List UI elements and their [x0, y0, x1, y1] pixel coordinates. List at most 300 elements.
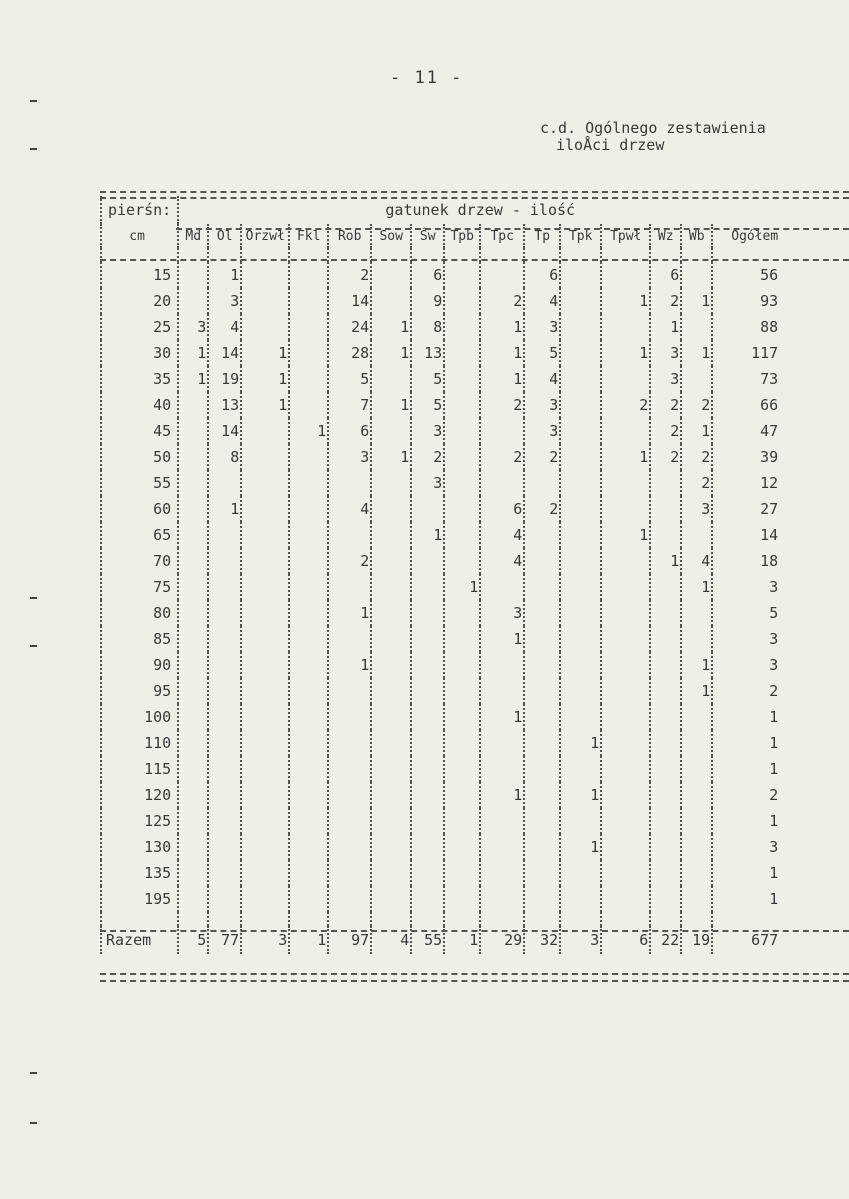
count-cell	[480, 262, 524, 288]
count-cell	[681, 366, 712, 392]
count-cell: 1	[712, 886, 782, 912]
count-cell	[289, 366, 328, 392]
count-cell	[411, 496, 444, 522]
count-cell	[289, 574, 328, 600]
count-cell	[560, 314, 601, 340]
column-header-sow: Sow	[371, 224, 411, 248]
count-cell	[444, 626, 480, 652]
count-cell	[289, 860, 328, 886]
table-row	[101, 652, 782, 678]
spacer-cell	[524, 248, 560, 262]
count-cell	[178, 522, 208, 548]
count-cell	[524, 600, 560, 626]
count-cell	[371, 496, 411, 522]
count-cell	[208, 834, 241, 860]
total-cell: 677	[712, 926, 782, 954]
count-cell	[601, 574, 650, 600]
count-cell	[178, 678, 208, 704]
count-cell: 3	[411, 418, 444, 444]
count-cell: 2	[650, 418, 681, 444]
count-cell	[328, 782, 371, 808]
count-cell	[371, 652, 411, 678]
count-cell	[371, 600, 411, 626]
margin-mark	[30, 645, 37, 647]
count-cell	[241, 496, 289, 522]
count-cell	[650, 574, 681, 600]
count-cell	[178, 626, 208, 652]
count-cell	[241, 444, 289, 470]
count-cell: 5	[712, 600, 782, 626]
count-cell	[480, 730, 524, 756]
count-cell	[178, 444, 208, 470]
count-cell	[289, 262, 328, 288]
count-cell	[650, 886, 681, 912]
count-cell	[444, 470, 480, 496]
margin-mark	[30, 1122, 37, 1124]
diameter-cell: 50	[101, 444, 178, 470]
count-cell: 2	[650, 288, 681, 314]
count-cell	[178, 756, 208, 782]
count-cell	[650, 860, 681, 886]
count-cell: 6	[328, 418, 371, 444]
count-cell	[444, 600, 480, 626]
count-cell	[328, 834, 371, 860]
count-cell	[241, 756, 289, 782]
count-cell	[444, 444, 480, 470]
spacer-cell	[560, 248, 601, 262]
count-cell: 19	[208, 366, 241, 392]
count-cell	[601, 678, 650, 704]
count-cell	[411, 652, 444, 678]
count-cell	[560, 704, 601, 730]
count-cell	[411, 808, 444, 834]
count-cell	[524, 574, 560, 600]
count-cell	[208, 600, 241, 626]
count-cell	[681, 808, 712, 834]
count-cell	[241, 418, 289, 444]
count-cell	[650, 600, 681, 626]
count-cell	[411, 860, 444, 886]
count-cell: 2	[681, 444, 712, 470]
spacer-cell	[289, 912, 328, 926]
count-cell: 73	[712, 366, 782, 392]
count-cell	[480, 834, 524, 860]
count-cell: 12	[712, 470, 782, 496]
spacer-cell	[444, 912, 480, 926]
count-cell	[601, 366, 650, 392]
count-cell	[681, 314, 712, 340]
count-cell	[444, 262, 480, 288]
total-cell: 1	[444, 926, 480, 954]
count-cell	[524, 756, 560, 782]
spacer-cell	[241, 912, 289, 926]
count-cell	[411, 626, 444, 652]
count-cell	[560, 392, 601, 418]
count-cell: 1	[712, 808, 782, 834]
total-cell: 19	[681, 926, 712, 954]
count-cell	[289, 626, 328, 652]
count-cell	[560, 548, 601, 574]
total-cell: 6	[601, 926, 650, 954]
count-cell	[524, 730, 560, 756]
count-cell: 47	[712, 418, 782, 444]
count-cell	[411, 756, 444, 782]
count-cell	[328, 704, 371, 730]
count-cell: 1	[328, 652, 371, 678]
count-cell	[681, 860, 712, 886]
count-cell	[289, 288, 328, 314]
count-cell	[480, 652, 524, 678]
count-cell	[178, 886, 208, 912]
count-cell	[480, 574, 524, 600]
count-cell: 1	[480, 314, 524, 340]
count-cell: 4	[681, 548, 712, 574]
count-cell	[241, 626, 289, 652]
count-cell	[524, 548, 560, 574]
count-cell	[289, 808, 328, 834]
count-cell: 24	[328, 314, 371, 340]
table-row	[101, 756, 782, 782]
count-cell: 4	[524, 366, 560, 392]
spacer-cell	[712, 912, 782, 926]
count-cell	[371, 288, 411, 314]
count-cell	[289, 704, 328, 730]
count-cell: 88	[712, 314, 782, 340]
count-cell: 117	[712, 340, 782, 366]
spacer-cell	[411, 912, 444, 926]
count-cell: 1	[601, 288, 650, 314]
count-cell	[208, 782, 241, 808]
column-header-tpwł: Tpwł	[601, 224, 650, 248]
count-cell	[601, 834, 650, 860]
count-cell: 3	[712, 626, 782, 652]
spacer-cell	[328, 248, 371, 262]
count-cell	[444, 340, 480, 366]
table-row	[101, 834, 782, 860]
count-cell	[241, 834, 289, 860]
count-cell: 1	[371, 392, 411, 418]
count-cell	[289, 782, 328, 808]
column-header-tp: Tp	[524, 224, 560, 248]
count-cell	[601, 314, 650, 340]
count-cell	[480, 756, 524, 782]
count-cell: 2	[601, 392, 650, 418]
diameter-cell: 75	[101, 574, 178, 600]
count-cell: 14	[208, 340, 241, 366]
count-cell	[601, 886, 650, 912]
tree-count-table	[100, 196, 782, 954]
count-cell	[178, 600, 208, 626]
margin-mark	[30, 597, 37, 599]
spacer-cell	[560, 912, 601, 926]
count-cell: 1	[712, 730, 782, 756]
table-row	[101, 340, 782, 366]
count-cell: 3	[480, 600, 524, 626]
count-cell	[178, 418, 208, 444]
count-cell	[560, 652, 601, 678]
count-cell	[601, 470, 650, 496]
count-cell	[289, 834, 328, 860]
count-cell	[601, 548, 650, 574]
count-cell: 66	[712, 392, 782, 418]
table-row	[101, 860, 782, 886]
count-cell: 2	[328, 548, 371, 574]
count-cell	[560, 678, 601, 704]
count-cell: 2	[712, 782, 782, 808]
count-cell	[650, 626, 681, 652]
count-cell	[371, 860, 411, 886]
count-cell	[601, 730, 650, 756]
column-header-ogółem: Ogółem	[712, 224, 782, 248]
count-cell	[650, 808, 681, 834]
table-bottom-rule	[100, 973, 849, 975]
count-cell	[178, 834, 208, 860]
count-cell	[371, 366, 411, 392]
count-cell	[444, 808, 480, 834]
spacer-cell	[101, 248, 178, 262]
count-cell	[601, 600, 650, 626]
count-cell	[241, 574, 289, 600]
count-cell	[371, 756, 411, 782]
count-cell: 5	[328, 366, 371, 392]
count-cell	[411, 782, 444, 808]
spacer-cell	[289, 248, 328, 262]
count-cell: 2	[480, 444, 524, 470]
spacer-cell	[208, 248, 241, 262]
count-cell	[411, 886, 444, 912]
count-cell	[411, 704, 444, 730]
table-row	[101, 288, 782, 314]
count-cell: 9	[411, 288, 444, 314]
count-cell	[371, 808, 411, 834]
count-cell: 2	[650, 444, 681, 470]
count-cell	[208, 652, 241, 678]
count-cell: 27	[712, 496, 782, 522]
count-cell	[444, 834, 480, 860]
count-cell: 28	[328, 340, 371, 366]
count-cell: 5	[524, 340, 560, 366]
count-cell: 1	[208, 496, 241, 522]
table-row	[101, 600, 782, 626]
diameter-cell: 135	[101, 860, 178, 886]
count-cell: 1	[601, 444, 650, 470]
count-cell	[650, 756, 681, 782]
count-cell	[371, 834, 411, 860]
total-cell: 4	[371, 926, 411, 954]
count-cell	[289, 496, 328, 522]
count-cell	[524, 808, 560, 834]
count-cell	[178, 652, 208, 678]
count-cell	[289, 470, 328, 496]
count-cell	[411, 548, 444, 574]
count-cell	[289, 756, 328, 782]
count-cell	[681, 782, 712, 808]
margin-mark	[30, 148, 37, 150]
count-cell	[371, 418, 411, 444]
count-cell	[480, 678, 524, 704]
count-cell	[178, 730, 208, 756]
diameter-cell: 30	[101, 340, 178, 366]
count-cell	[208, 574, 241, 600]
spacer-cell	[444, 248, 480, 262]
total-cell: 97	[328, 926, 371, 954]
diameter-cell: 115	[101, 756, 178, 782]
count-cell: 1	[650, 548, 681, 574]
count-cell: 1	[560, 782, 601, 808]
count-cell	[208, 704, 241, 730]
count-cell	[411, 730, 444, 756]
count-cell	[444, 288, 480, 314]
column-header-fkl: Fkl	[289, 224, 328, 248]
count-cell: 2	[681, 392, 712, 418]
count-cell	[681, 704, 712, 730]
count-cell	[524, 704, 560, 730]
count-cell: 1	[411, 522, 444, 548]
count-cell: 4	[208, 314, 241, 340]
count-cell: 93	[712, 288, 782, 314]
table-row	[101, 808, 782, 834]
spacer-cell	[681, 248, 712, 262]
count-cell	[480, 418, 524, 444]
count-cell: 6	[480, 496, 524, 522]
count-cell: 6	[650, 262, 681, 288]
count-cell	[560, 886, 601, 912]
table-row	[101, 626, 782, 652]
column-header-rob: Rob	[328, 224, 371, 248]
count-cell	[524, 470, 560, 496]
count-cell: 1	[681, 652, 712, 678]
table-row	[101, 548, 782, 574]
margin-mark	[30, 100, 37, 102]
count-cell	[371, 548, 411, 574]
count-cell	[411, 834, 444, 860]
table-row	[101, 678, 782, 704]
count-cell: 3	[524, 314, 560, 340]
count-cell: 1	[371, 314, 411, 340]
count-cell: 18	[712, 548, 782, 574]
count-cell: 3	[411, 470, 444, 496]
diameter-cell: 60	[101, 496, 178, 522]
count-cell: 8	[411, 314, 444, 340]
count-cell	[681, 522, 712, 548]
diameter-cell: 35	[101, 366, 178, 392]
count-cell: 3	[681, 496, 712, 522]
count-cell	[650, 704, 681, 730]
diameter-cell: 110	[101, 730, 178, 756]
count-cell: 5	[411, 366, 444, 392]
diameter-cell: 195	[101, 886, 178, 912]
table-row	[101, 522, 782, 548]
count-cell	[178, 860, 208, 886]
diameter-cell: 85	[101, 626, 178, 652]
spacer-cell	[241, 248, 289, 262]
count-cell: 39	[712, 444, 782, 470]
spacer-cell	[650, 912, 681, 926]
heading-line-1: c.d. Ogólnego zestawienia	[540, 119, 766, 137]
count-cell: 1	[681, 340, 712, 366]
count-cell: 56	[712, 262, 782, 288]
count-cell	[560, 626, 601, 652]
count-cell	[289, 886, 328, 912]
count-cell: 13	[208, 392, 241, 418]
count-cell	[524, 860, 560, 886]
count-cell	[650, 730, 681, 756]
count-cell	[650, 496, 681, 522]
count-cell	[289, 600, 328, 626]
count-cell	[371, 678, 411, 704]
count-cell	[681, 626, 712, 652]
count-cell: 1	[480, 626, 524, 652]
column-header-orzwł: Orzwł	[241, 224, 289, 248]
count-cell	[241, 262, 289, 288]
column-header-tpc: Tpc	[480, 224, 524, 248]
count-cell	[208, 886, 241, 912]
count-cell	[480, 470, 524, 496]
spacer-row	[101, 912, 782, 926]
count-cell	[480, 886, 524, 912]
count-cell: 1	[480, 340, 524, 366]
count-cell: 4	[524, 288, 560, 314]
count-cell	[371, 886, 411, 912]
count-cell: 1	[480, 704, 524, 730]
count-cell	[524, 782, 560, 808]
count-cell	[208, 860, 241, 886]
count-cell	[328, 756, 371, 782]
count-cell: 3	[524, 418, 560, 444]
count-cell	[560, 496, 601, 522]
spacer-cell	[208, 912, 241, 926]
count-cell	[178, 704, 208, 730]
count-cell	[650, 834, 681, 860]
spacer-cell	[601, 912, 650, 926]
count-cell	[178, 470, 208, 496]
count-cell: 2	[480, 392, 524, 418]
count-cell	[601, 782, 650, 808]
count-cell	[178, 548, 208, 574]
count-cell	[560, 470, 601, 496]
count-cell	[178, 808, 208, 834]
count-cell	[208, 730, 241, 756]
group-header: gatunek drzew - ilość	[178, 196, 782, 224]
diameter-cell: 55	[101, 470, 178, 496]
spacer-cell	[328, 912, 371, 926]
count-cell	[208, 470, 241, 496]
total-cell: 5	[178, 926, 208, 954]
count-cell	[601, 418, 650, 444]
count-cell: 3	[178, 314, 208, 340]
count-cell	[241, 860, 289, 886]
count-cell: 2	[480, 288, 524, 314]
count-cell	[601, 704, 650, 730]
count-cell	[560, 860, 601, 886]
count-cell: 1	[560, 730, 601, 756]
count-cell: 2	[650, 392, 681, 418]
count-cell: 1	[289, 418, 328, 444]
count-cell	[208, 626, 241, 652]
diameter-cell: 100	[101, 704, 178, 730]
diameter-cell: 65	[101, 522, 178, 548]
count-cell: 1	[650, 314, 681, 340]
table-row	[101, 392, 782, 418]
count-cell: 1	[371, 340, 411, 366]
table-row	[101, 314, 782, 340]
count-cell	[241, 704, 289, 730]
diameter-cell: 70	[101, 548, 178, 574]
diameter-cell: 15	[101, 262, 178, 288]
count-cell: 1	[601, 522, 650, 548]
count-cell	[601, 808, 650, 834]
spacer-cell	[480, 248, 524, 262]
